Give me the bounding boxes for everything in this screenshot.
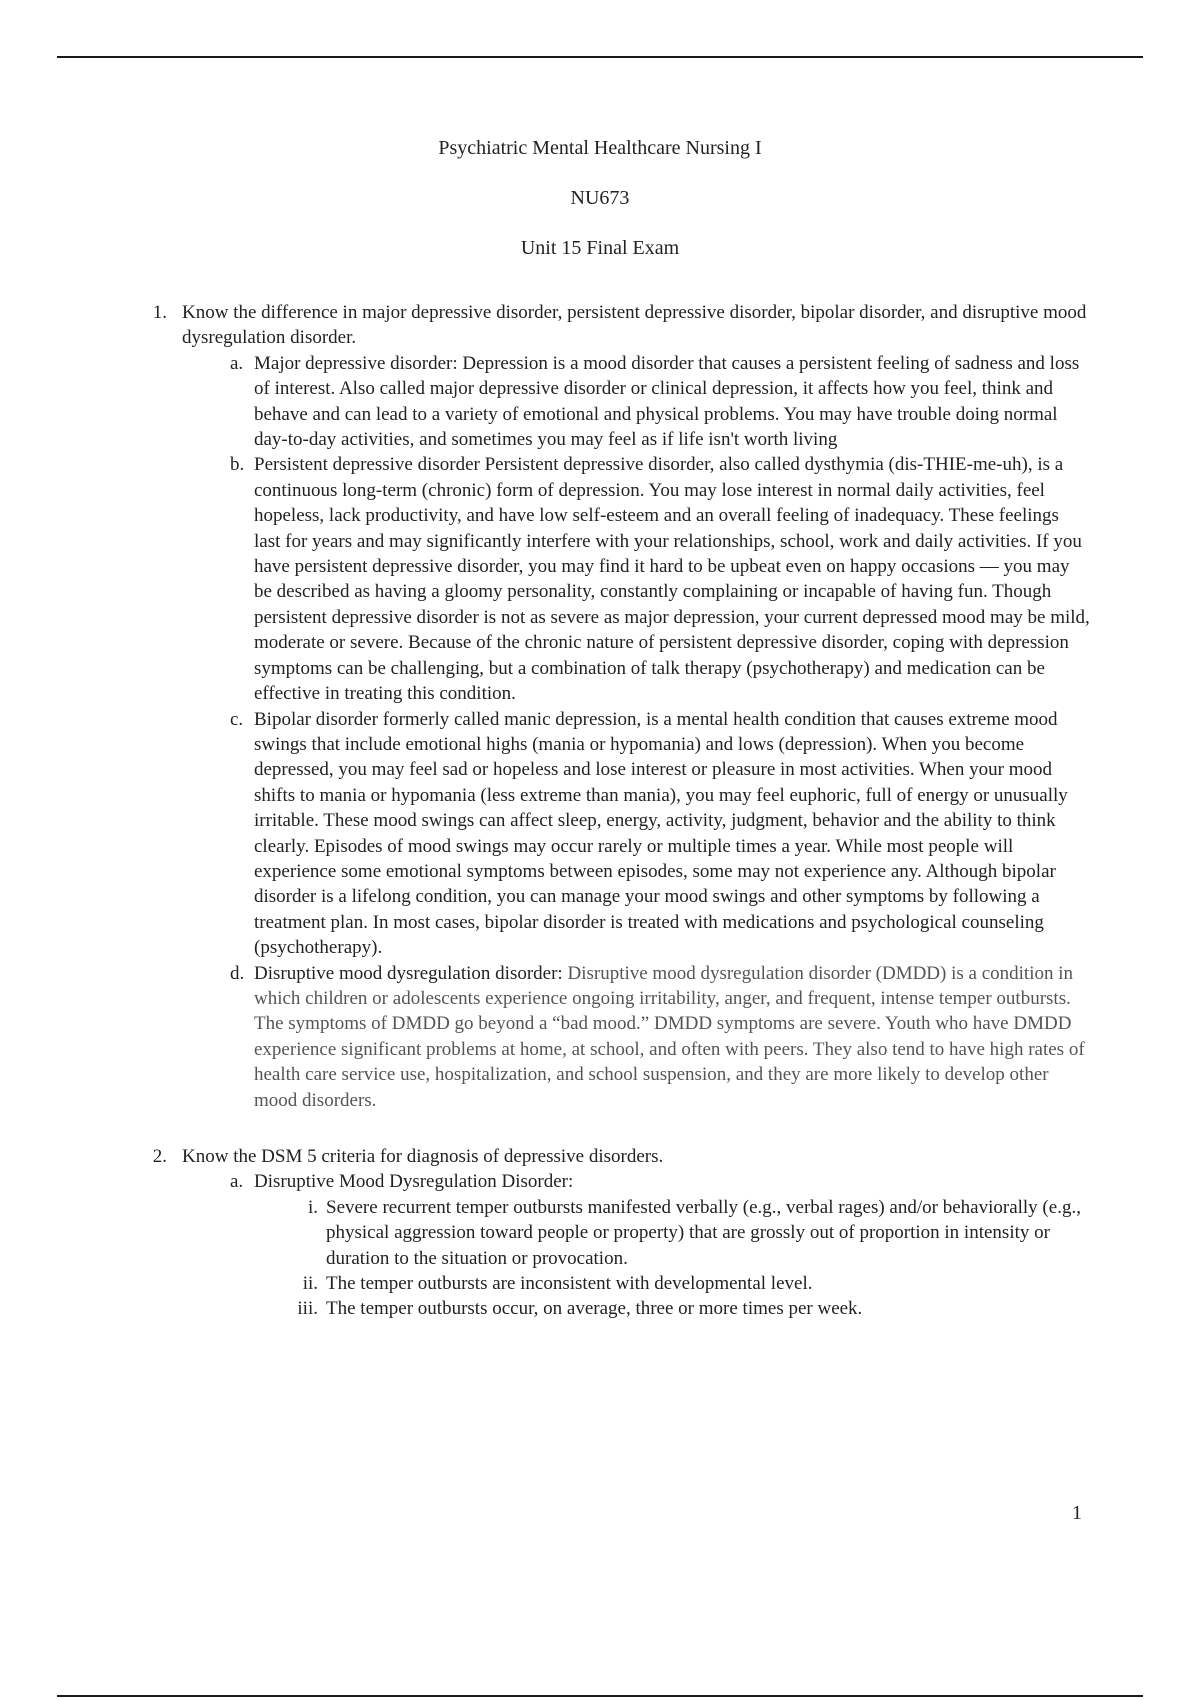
criterion-text: The temper outbursts occur, on average, three or more times per week. xyxy=(326,1298,863,1320)
criterion-text: Severe recurrent temper outbursts manifested verbally (e.g., verbal rages) and/or behaviorally (e.g., physical aggression toward people or property) that are grossly out of proportion in intensity or duration to the situation or provocation. xyxy=(326,1196,1081,1269)
course-code: NU673 xyxy=(570,187,630,209)
answer-item-b xyxy=(182,452,1090,706)
item-text xyxy=(254,961,1090,1113)
question-list xyxy=(143,300,1090,1322)
exam-title: Unit 15 Final Exam xyxy=(520,237,680,259)
answer-item-c xyxy=(182,707,1090,961)
item-label: a. xyxy=(230,1171,244,1193)
spacer xyxy=(143,1113,1090,1144)
criterion-ii xyxy=(254,1271,1090,1296)
question-text: Know the difference in major depressive disorder, persistent depressive disorder, bipolar disorder, and disruptive mood dysregulation disorder. xyxy=(182,302,1087,349)
criterion-label: iii. xyxy=(297,1298,318,1320)
item-text: Disruptive Mood Dysregulation Disorder: xyxy=(254,1171,574,1193)
question-text: Know the DSM 5 criteria for diagnosis of depressive disorders. xyxy=(182,1146,664,1167)
item-label: d. xyxy=(230,962,245,984)
item-label: a. xyxy=(230,352,244,374)
exam-content xyxy=(143,300,1090,1322)
answer-item-a xyxy=(182,351,1090,453)
item-text: Major depressive disorder: Depression is a mood disorder that causes a persistent feeling of sadness and loss of interest. Also called major depressive disorder or clinical depression, it affects how you feel, think and behave and can lead to a variety of emotional and physical problems. You may have trouble doing normal day-to-day activities, and sometimes you may feel as if life isn't worth living xyxy=(254,352,1080,451)
answer-item-d xyxy=(182,961,1090,1113)
criteria-list xyxy=(254,1195,1090,1322)
criterion-label: ii. xyxy=(302,1273,318,1295)
question-2 xyxy=(143,1144,1090,1322)
answer-list xyxy=(182,351,1090,1113)
criterion-text: The temper outbursts are inconsistent with developmental level. xyxy=(326,1273,813,1295)
answer-list xyxy=(182,1169,1090,1321)
item-body: Disruptive mood dysregulation disorder (DMDD) is a condition in which children or adolescents experience ongoing irritability, anger, and frequent, intense temper outbursts. The symptoms of DMDD go beyond a “bad mood.” DMDD symptoms are severe. Youth who have DMDD experience significant problems at home, at school, and often with peers. They also tend to have high rates of health care service use, hospitalization, and school suspension, and they are more likely to develop other mood disorders. xyxy=(254,962,1085,1111)
page-number: 1 xyxy=(1072,1502,1082,1524)
bottom-rule xyxy=(57,1695,1143,1697)
question-1 xyxy=(143,300,1090,1113)
item-text: Bipolar disorder formerly called manic depression, is a mental health condition that causes extreme mood swings that include emotional highs (mania or hypomania) and lows (depression). When you become depressed, you may feel sad or hopeless and lose interest or pleasure in most activities. When your mood shifts to mania or hypomania (less extreme than mania), you may feel euphoric, full of energy or unusually irritable. These mood swings can affect sleep, energy, activity, judgment, behavior and the ability to think clearly. Episodes of mood swings may occur rarely or multiple times a year. While most people will experience some emotional symptoms between episodes, some may not experience any. Although bipolar disorder is a lifelong condition, you can manage your mood swings and other symptoms by following a treatment plan. In most cases, bipolar disorder is treated with medications and psychological counseling (psychotherapy). xyxy=(254,708,1068,959)
item-lead: Disruptive mood dysregulation disorder: xyxy=(254,962,568,984)
item-label: b. xyxy=(230,454,245,476)
criterion-i xyxy=(254,1195,1090,1271)
question-number: 1. xyxy=(152,302,167,323)
question-number: 2. xyxy=(152,1146,167,1167)
criterion-label: i. xyxy=(307,1196,318,1218)
course-title: Psychiatric Mental Healthcare Nursing I xyxy=(438,137,762,159)
criterion-iii xyxy=(254,1296,1090,1321)
item-text: Persistent depressive disorder Persistent depressive disorder, also called dysthymia (dis-THIE-me-uh), is a continuous long-term (chronic) form of depression. You may lose interest in normal daily activities, feel hopeless, lack productivity, and have low self-esteem and an overall feeling of inadequacy. These feelings last for years and may significantly interfere with your relationships, school, work and daily activities. If you have persistent depressive disorder, you may find it hard to be upbeat even on happy occasions — you may be described as having a gloomy personality, constantly complaining or incapable of having fun. Though persistent depressive disorder is not as severe as major depression, your current depressed mood may be mild, moderate or severe. Because of the chronic nature of persistent depressive disorder, coping with depression symptoms can be challenging, but a combination of talk therapy (psychotherapy) and medication can be effective in treating this condition. xyxy=(254,454,1090,705)
item-label: c. xyxy=(230,708,244,730)
top-rule xyxy=(57,56,1143,58)
answer-item-a xyxy=(182,1169,1090,1321)
